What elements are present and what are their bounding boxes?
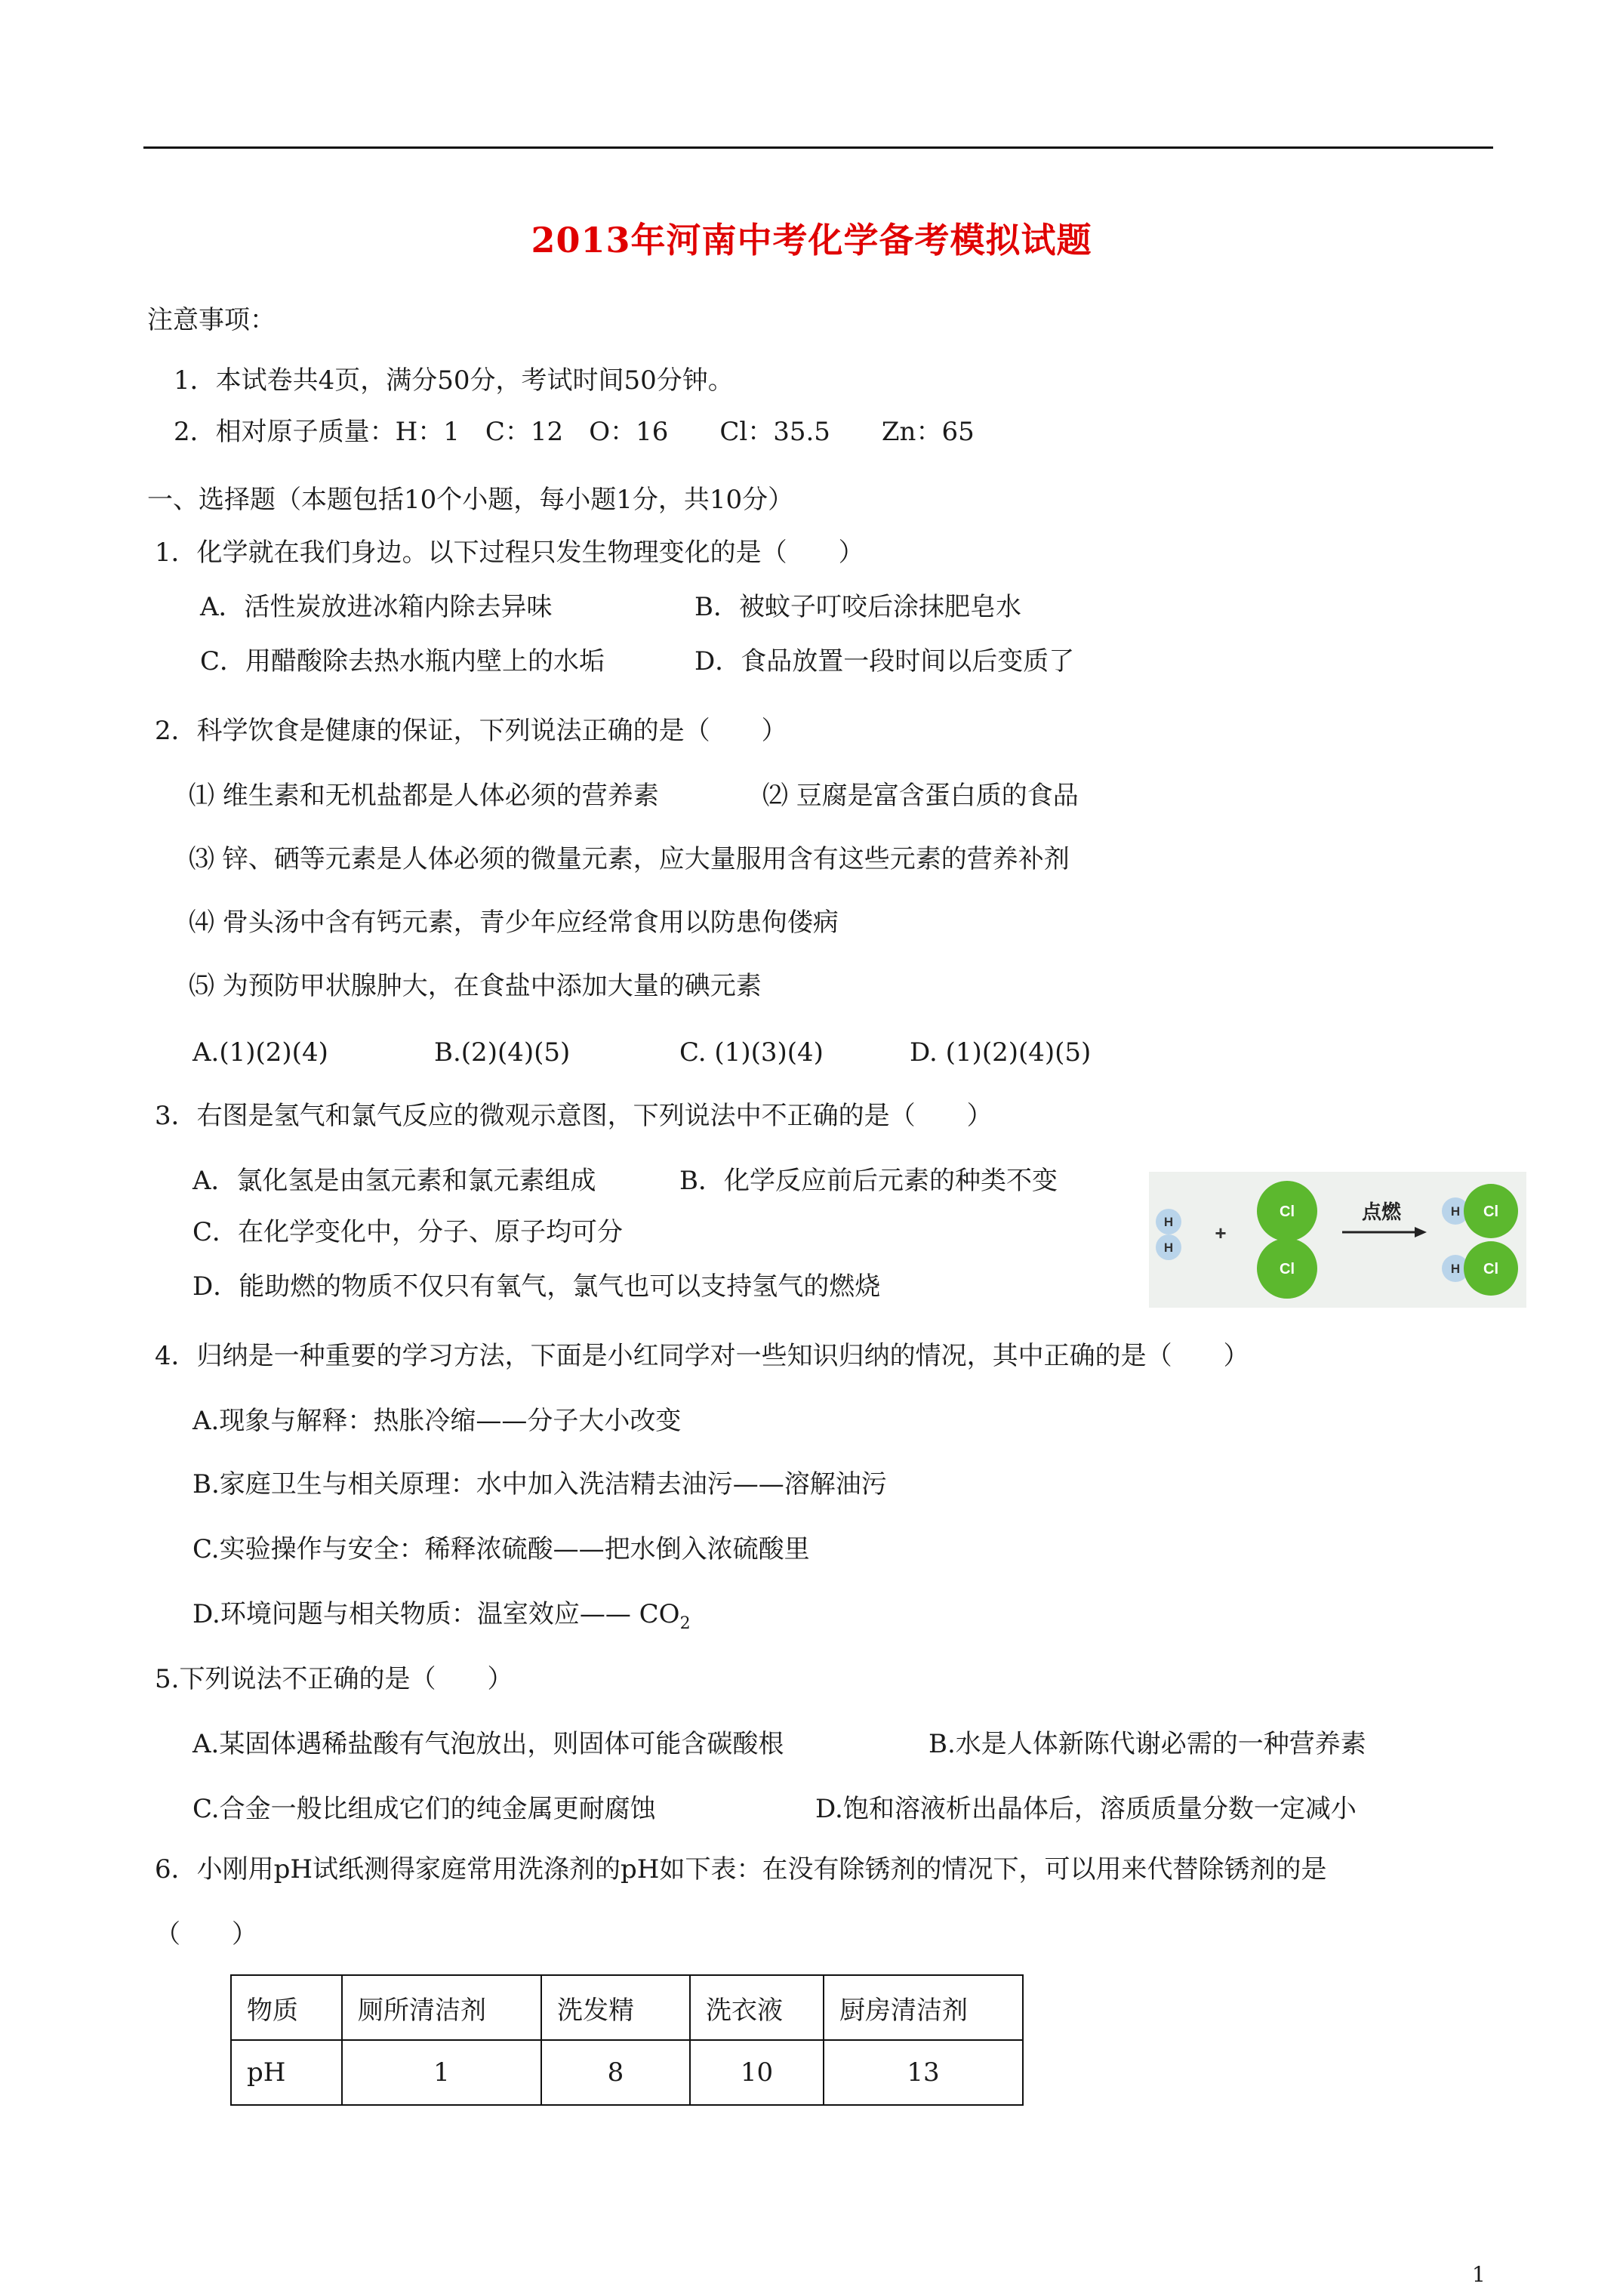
question-6-answer-blank: （ ） — [155, 1919, 257, 1949]
chlorine-atom-label: Cl — [1483, 1203, 1498, 1220]
question-5-option-c: C.合金一般比组成它们的纯金属更耐腐蚀 — [192, 1794, 656, 1824]
notice-item: 1．本试卷共4页，满分50分，考试时间50分钟。 — [174, 365, 734, 396]
ph-table — [230, 1974, 1024, 2106]
question-5-option-a: A.某固体遇稀盐酸有气泡放出，则固体可能含碳酸根 — [192, 1729, 784, 1759]
chlorine-atom-label: Cl — [1483, 1261, 1498, 1277]
question-5-stem: 5.下列说法不正确的是（ ） — [155, 1664, 513, 1694]
table-header-row — [231, 1975, 1023, 2040]
option-d-text: D.环境问题与相关物质：温室效应—— CO — [192, 1599, 680, 1629]
question-1-option-d: D．食品放置一段时间以后变质了 — [694, 646, 1075, 676]
table-cell: 物质 — [231, 1975, 342, 2040]
question-1-stem: 1．化学就在我们身边。以下过程只发生物理变化的是（ ） — [155, 538, 864, 568]
table-cell: 洗衣液 — [690, 1975, 824, 2040]
table-cell: 1 — [342, 2040, 541, 2105]
question-1-option-b: B．被蚊子叮咬后涂抹肥皂水 — [694, 592, 1021, 622]
notice-item: 2．相对原子质量：H：1 C：12 O：16 Cl：35.5 Zn：65 — [174, 417, 975, 447]
question-4-stem: 4．归纳是一种重要的学习方法，下面是小红同学对一些知识归纳的情况，其中正确的是（ ） — [155, 1341, 1249, 1371]
question-6-stem: 6．小刚用pH试纸测得家庭常用洗涤剂的pH如下表：在没有除锈剂的情况下，可以用来代替除锈剂的是 — [155, 1854, 1327, 1885]
question-2-option-b: B.(2)(4)(5) — [434, 1037, 571, 1068]
question-4-option-a: A.现象与解释：热胀冷缩——分子大小改变 — [192, 1406, 682, 1436]
table-cell: 厕所清洁剂 — [342, 1975, 541, 2040]
question-2-option-d: D. (1)(2)(4)(5) — [910, 1037, 1092, 1068]
figure-background — [1149, 1172, 1526, 1308]
table-cell: 厨房清洁剂 — [824, 1975, 1023, 2040]
chlorine-atom-label: Cl — [1280, 1203, 1295, 1220]
section-heading: 一、选择题（本题包括10个小题，每小题1分，共10分） — [147, 485, 794, 515]
subscript-2: 2 — [679, 1613, 691, 1633]
hydrogen-atom-label: H — [1450, 1204, 1461, 1219]
question-3-option-a: A．氯化氢是由氢元素和氯元素组成 — [192, 1166, 596, 1196]
question-2-statement: ⑴ 维生素和无机盐都是人体必须的营养素 — [189, 781, 659, 811]
table-cell: 13 — [824, 2040, 1023, 2105]
hydrogen-atom-label: H — [1163, 1215, 1174, 1229]
header-rule — [143, 146, 1493, 149]
chlorine-atom-label: Cl — [1280, 1261, 1295, 1277]
table-row — [231, 2040, 1023, 2105]
notice-heading: 注意事项： — [147, 305, 276, 335]
question-3-option-d: D．能助燃的物质不仅只有氧气，氯气也可以支持氢气的燃烧 — [192, 1271, 881, 1302]
question-3-option-b: B．化学反应前后元素的种类不变 — [679, 1166, 1058, 1196]
question-4-option-b: B.家庭卫生与相关原理：水中加入洗洁精去油污——溶解油污 — [192, 1469, 887, 1499]
question-2-stem: 2．科学饮食是健康的保证，下列说法正确的是（ ） — [155, 716, 787, 746]
reaction-condition: 点燃 — [1361, 1201, 1402, 1224]
question-2-statement: ⑸ 为预防甲状腺肿大，在食盐中添加大量的碘元素 — [189, 971, 762, 1001]
table-cell: 洗发精 — [541, 1975, 690, 2040]
page-number: 1 — [1472, 2262, 1486, 2287]
question-4-option-d — [192, 1599, 691, 1634]
question-2-statement: ⑶ 锌、硒等元素是人体必须的微量元素，应大量服用含有这些元素的营养补剂 — [189, 844, 1070, 874]
question-2-statement: ⑵ 豆腐是富含蛋白质的食品 — [762, 781, 1079, 811]
question-3-stem: 3．右图是氢气和氯气反应的微观示意图，下列说法中不正确的是（ ） — [155, 1101, 993, 1131]
exam-title: 2013年河南中考化学备考模拟试题 — [531, 220, 1092, 260]
question-2-statement: ⑷ 骨头汤中含有钙元素，青少年应经常食用以防患佝偻病 — [189, 908, 839, 938]
plus-sign: + — [1215, 1222, 1227, 1244]
question-5-option-b: B.水是人体新陈代谢必需的一种营养素 — [929, 1729, 1366, 1759]
question-5-option-d: D.饱和溶液析出晶体后，溶质质量分数一定减小 — [815, 1794, 1357, 1824]
question-1-option-a: A．活性炭放进冰箱内除去异味 — [200, 592, 553, 622]
question-4-option-c: C.实验操作与安全：稀释浓硫酸——把水倒入浓硫酸里 — [192, 1534, 810, 1564]
table-cell: pH — [231, 2040, 342, 2105]
question-1-option-c: C．用醋酸除去热水瓶内壁上的水垢 — [200, 646, 605, 676]
reaction-diagram — [1149, 1172, 1526, 1308]
table-cell: 10 — [690, 2040, 824, 2105]
question-3-option-c: C．在化学变化中，分子、原子均可分 — [192, 1217, 624, 1247]
question-2-option-a: A.(1)(2)(4) — [192, 1037, 328, 1068]
hydrogen-atom-label: H — [1450, 1262, 1461, 1276]
question-2-option-c: C. (1)(3)(4) — [679, 1037, 824, 1068]
hydrogen-atom-label: H — [1163, 1240, 1174, 1255]
table-cell: 8 — [541, 2040, 690, 2105]
